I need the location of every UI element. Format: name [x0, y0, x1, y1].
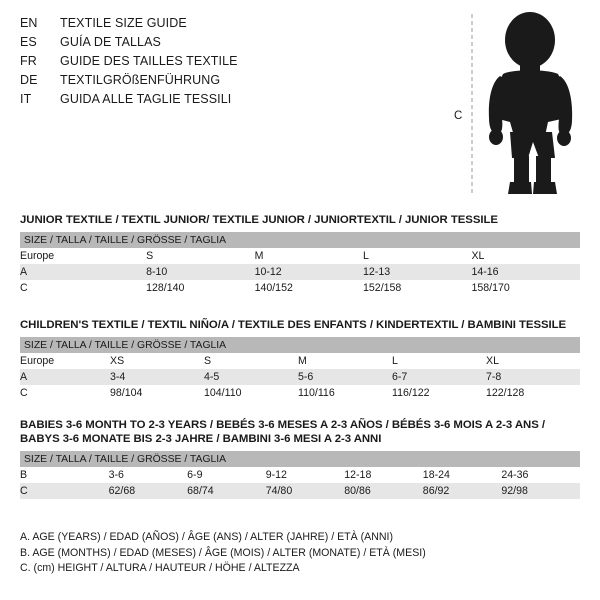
row-value: S: [146, 248, 254, 264]
row-value: 86/92: [423, 483, 502, 499]
row-label: B: [20, 467, 109, 483]
language-title: TEXTILE SIZE GUIDE: [60, 16, 187, 30]
section-title: JUNIOR TEXTILE / TEXTIL JUNIOR/ TEXTILE JUNIOR / JUNIORTEXTIL / JUNIOR TESSILE: [20, 214, 498, 226]
language-code: EN: [20, 16, 38, 30]
language-row: [20, 33, 440, 52]
table-row: [20, 353, 580, 369]
table-row: [20, 248, 580, 264]
legend-line-a: A. AGE (YEARS) / EDAD (AÑOS) / ÂGE (ANS) / ALTER (JAHRE) / ETÀ (ANNI): [20, 531, 393, 543]
row-value: 140/152: [255, 280, 363, 296]
legend-block: [20, 530, 580, 577]
row-value: 116/122: [392, 385, 486, 401]
table-row: [20, 369, 580, 385]
size-header-label: SIZE / TALLA / TAILLE / GRÖSSE / TAGLIA: [20, 337, 580, 353]
row-value: S: [204, 353, 298, 369]
row-value: 80/86: [344, 483, 423, 499]
row-value: 158/170: [471, 280, 580, 296]
language-row: [20, 14, 440, 33]
row-value: 3-4: [110, 369, 204, 385]
row-value: 6-9: [187, 467, 266, 483]
language-title: GUIDE DES TAILLES TEXTILE: [60, 54, 238, 68]
row-value: 14-16: [471, 264, 580, 280]
row-label: C: [20, 280, 146, 296]
row-label: A: [20, 369, 110, 385]
section-title: BABIES 3-6 MONTH TO 2-3 YEARS / BEBÉS 3-6 MESES A 2-3 AÑOS / BÉBÉS 3-6 MOIS A 2-3 ANS / BABYS 3-6 MONATE BIS 2-3 JAHRE / BAMBINI 3-6 MESI A 2-3 ANNI: [20, 419, 546, 445]
row-value: XS: [110, 353, 204, 369]
height-measure-label: C: [454, 110, 463, 122]
row-value: 62/68: [109, 483, 188, 499]
row-value: 152/158: [363, 280, 471, 296]
row-label: C: [20, 483, 109, 499]
language-title: GUIDA ALLE TAGLIE TESSILI: [60, 92, 232, 106]
row-value: 122/128: [486, 385, 580, 401]
language-code: FR: [20, 54, 37, 68]
table-row: [20, 280, 580, 296]
row-value: 68/74: [187, 483, 266, 499]
table-row: [20, 385, 580, 401]
row-value: 12-13: [363, 264, 471, 280]
row-value: 6-7: [392, 369, 486, 385]
row-value: 128/140: [146, 280, 254, 296]
row-label: C: [20, 385, 110, 401]
row-value: 7-8: [486, 369, 580, 385]
row-value: 18-24: [423, 467, 502, 483]
size-header-label: SIZE / TALLA / TAILLE / GRÖSSE / TAGLIA: [20, 451, 580, 467]
language-row: [20, 52, 440, 71]
language-code: ES: [20, 35, 37, 49]
row-value: 110/116: [298, 385, 392, 401]
table-row: [20, 483, 580, 499]
row-value: 8-10: [146, 264, 254, 280]
row-value: 104/110: [204, 385, 298, 401]
row-value: 24-36: [501, 467, 580, 483]
section-babies-textile: [20, 418, 580, 499]
row-value: 5-6: [298, 369, 392, 385]
size-table-children: [20, 337, 580, 401]
row-label: Europe: [20, 248, 146, 264]
size-header-label: SIZE / TALLA / TAILLE / GRÖSSE / TAGLIA: [20, 232, 580, 248]
row-value: 10-12: [255, 264, 363, 280]
row-value: 3-6: [109, 467, 188, 483]
row-label: A: [20, 264, 146, 280]
row-value: 92/98: [501, 483, 580, 499]
section-junior-textile: [20, 213, 580, 296]
table-row: [20, 467, 580, 483]
row-value: L: [363, 248, 471, 264]
language-title: GUÍA DE TALLAS: [60, 35, 161, 49]
table-row: [20, 264, 580, 280]
toddler-silhouette-figure: [440, 6, 590, 201]
legend-line-b: B. AGE (MONTHS) / EDAD (MESES) / ÂGE (MOIS) / ALTER (MONATE) / ETÀ (MESI): [20, 546, 426, 559]
row-value: 98/104: [110, 385, 204, 401]
language-header-list: [20, 14, 440, 109]
row-value: M: [255, 248, 363, 264]
row-value: XL: [486, 353, 580, 369]
language-code: DE: [20, 73, 38, 87]
row-label: Europe: [20, 353, 110, 369]
section-childrens-textile: [20, 318, 580, 401]
row-value: M: [298, 353, 392, 369]
section-title: CHILDREN'S TEXTILE / TEXTIL NIÑO/A / TEXTILE DES ENFANTS / KINDERTEXTIL / BAMBINI TESSILE: [20, 319, 567, 331]
size-table-babies: [20, 451, 580, 499]
row-value: L: [392, 353, 486, 369]
row-value: 12-18: [344, 467, 423, 483]
row-value: XL: [471, 248, 580, 264]
language-row: [20, 71, 440, 90]
row-value: 4-5: [204, 369, 298, 385]
silhouette-body: [489, 12, 572, 194]
size-table-junior: [20, 232, 580, 296]
row-value: 74/80: [266, 483, 345, 499]
row-value: 9-12: [266, 467, 345, 483]
language-row: [20, 90, 440, 109]
table-header-row: [20, 337, 580, 353]
language-code: IT: [20, 92, 32, 106]
legend-line-c: C. (cm) HEIGHT / ALTURA / HAUTEUR / HÖHE / ALTEZZA: [20, 562, 300, 574]
table-header-row: [20, 232, 580, 248]
language-title: TEXTILGRÖßENFÜHRUNG: [60, 73, 221, 87]
table-header-row: [20, 451, 580, 467]
